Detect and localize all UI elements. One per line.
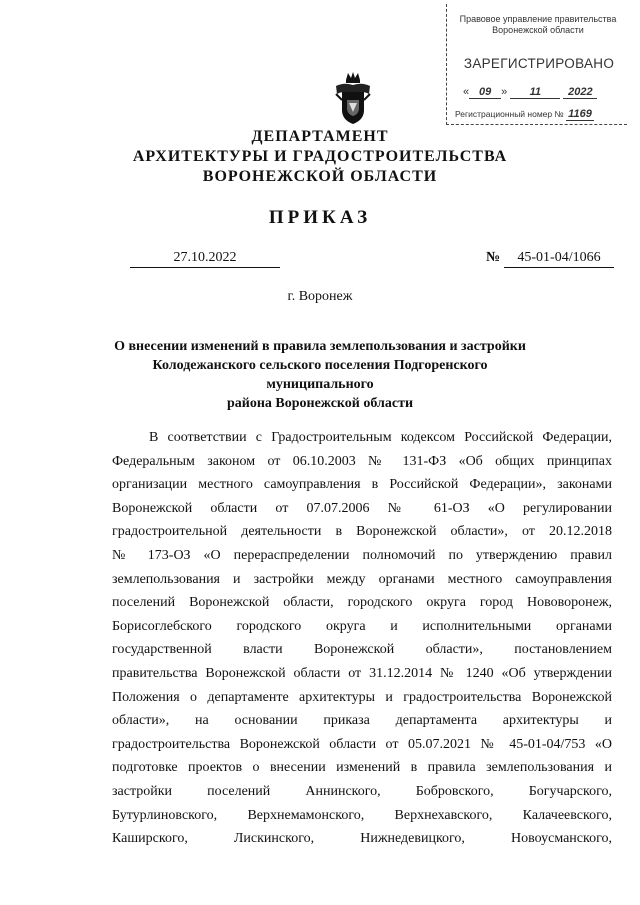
- body-line: Воронежской области от 07.07.2006 № 61-ОЗ «О регулировании: [112, 500, 612, 516]
- body-line: градостроительной деятельности в Воронежской области», от 20.12.2018: [112, 524, 612, 540]
- document-city: г. Воронеж: [287, 289, 353, 304]
- body-line: подготовке проектов о внесении изменений в правила землепользования и: [112, 760, 612, 776]
- stamp-date-year: 2022: [563, 86, 597, 99]
- document-date: 27.10.2022: [130, 250, 280, 268]
- body-line: землепользования и застройки между органами местного самоуправления: [112, 571, 612, 587]
- department-header: [0, 127, 640, 187]
- body-line: № 173-ОЗ «О перераспределении полномочий по утверждению правил: [112, 547, 612, 563]
- department-line3: ВОРОНЕЖСКОЙ ОБЛАСТИ: [202, 168, 438, 185]
- document-subject: [100, 337, 540, 413]
- stamp-issuer: [453, 14, 623, 36]
- body-line: организации местного самоуправления в Российской Федерации», законами: [112, 477, 612, 493]
- subject-line1: О внесении изменений в правила землепользования и застройки: [114, 339, 526, 354]
- body-line: градостроительства Воронежской области от 05.07.2021 № 45-01-04/753 «О: [112, 736, 612, 752]
- department-line2: АРХИТЕКТУРЫ И ГРАДОСТРОИТЕЛЬСТВА: [132, 148, 508, 165]
- stamp-date: « 09 » 11 2022: [463, 86, 623, 99]
- stamp-date-day: 09: [469, 86, 501, 99]
- subject-line3: района Воронежской области: [226, 396, 414, 411]
- document-number-label: №: [486, 250, 501, 265]
- body-line: В соответствии с Градостроительным кодексом Российской Федерации,: [149, 430, 612, 445]
- body-line: Каширского, Лискинского, Нижнедевицкого, Новоусманского,: [112, 831, 612, 847]
- stamp-reg-number: 1169: [566, 108, 594, 121]
- document-body: [112, 426, 612, 851]
- coat-of-arms-icon: [334, 70, 372, 126]
- registration-stamp: [446, 4, 627, 125]
- stamp-reg-label: Регистрационный номер №: [455, 109, 564, 119]
- body-line: Положения о департаменте архитектуры и градостроительства Воронежской: [112, 689, 612, 705]
- stamp-date-month: 11: [510, 86, 560, 99]
- body-line: Борисоглебского городского округа и исполнительными органами: [112, 618, 612, 634]
- document-number: 45-01-04/1066: [504, 250, 614, 268]
- department-line1: ДЕПАРТАМЕНТ: [251, 128, 389, 145]
- body-line: застройки поселений Аннинского, Бобровского, Богучарского,: [112, 783, 612, 799]
- stamp-issuer-line1: Правовое управление правительства: [459, 14, 617, 24]
- body-line: поселений Воронежской области, городского округа город Нововоронеж,: [112, 595, 612, 611]
- body-line: области», на основании приказа департамента архитектуры и: [112, 713, 612, 729]
- body-line: Бутурлиновского, Верхнемамонского, Верхнехавского, Калачеевского,: [112, 807, 612, 823]
- subject-line2: Колодежанского сельского поселения Подгоренского муниципального: [152, 358, 488, 392]
- stamp-issuer-line2: Воронежской области: [492, 25, 584, 35]
- body-line: правительства Воронежской области от 31.12.2014 № 1240 «Об утверждении: [112, 665, 612, 681]
- body-line: государственной власти Воронежской области», постановлением: [112, 642, 612, 658]
- body-line: Федеральным законом от 06.10.2003 № 131-ФЗ «Об общих принципах: [112, 453, 612, 469]
- stamp-status: ЗАРЕГИСТРИРОВАНО: [463, 56, 615, 71]
- stamp-reg: [455, 108, 625, 121]
- document-type-title: ПРИКАЗ: [268, 207, 372, 228]
